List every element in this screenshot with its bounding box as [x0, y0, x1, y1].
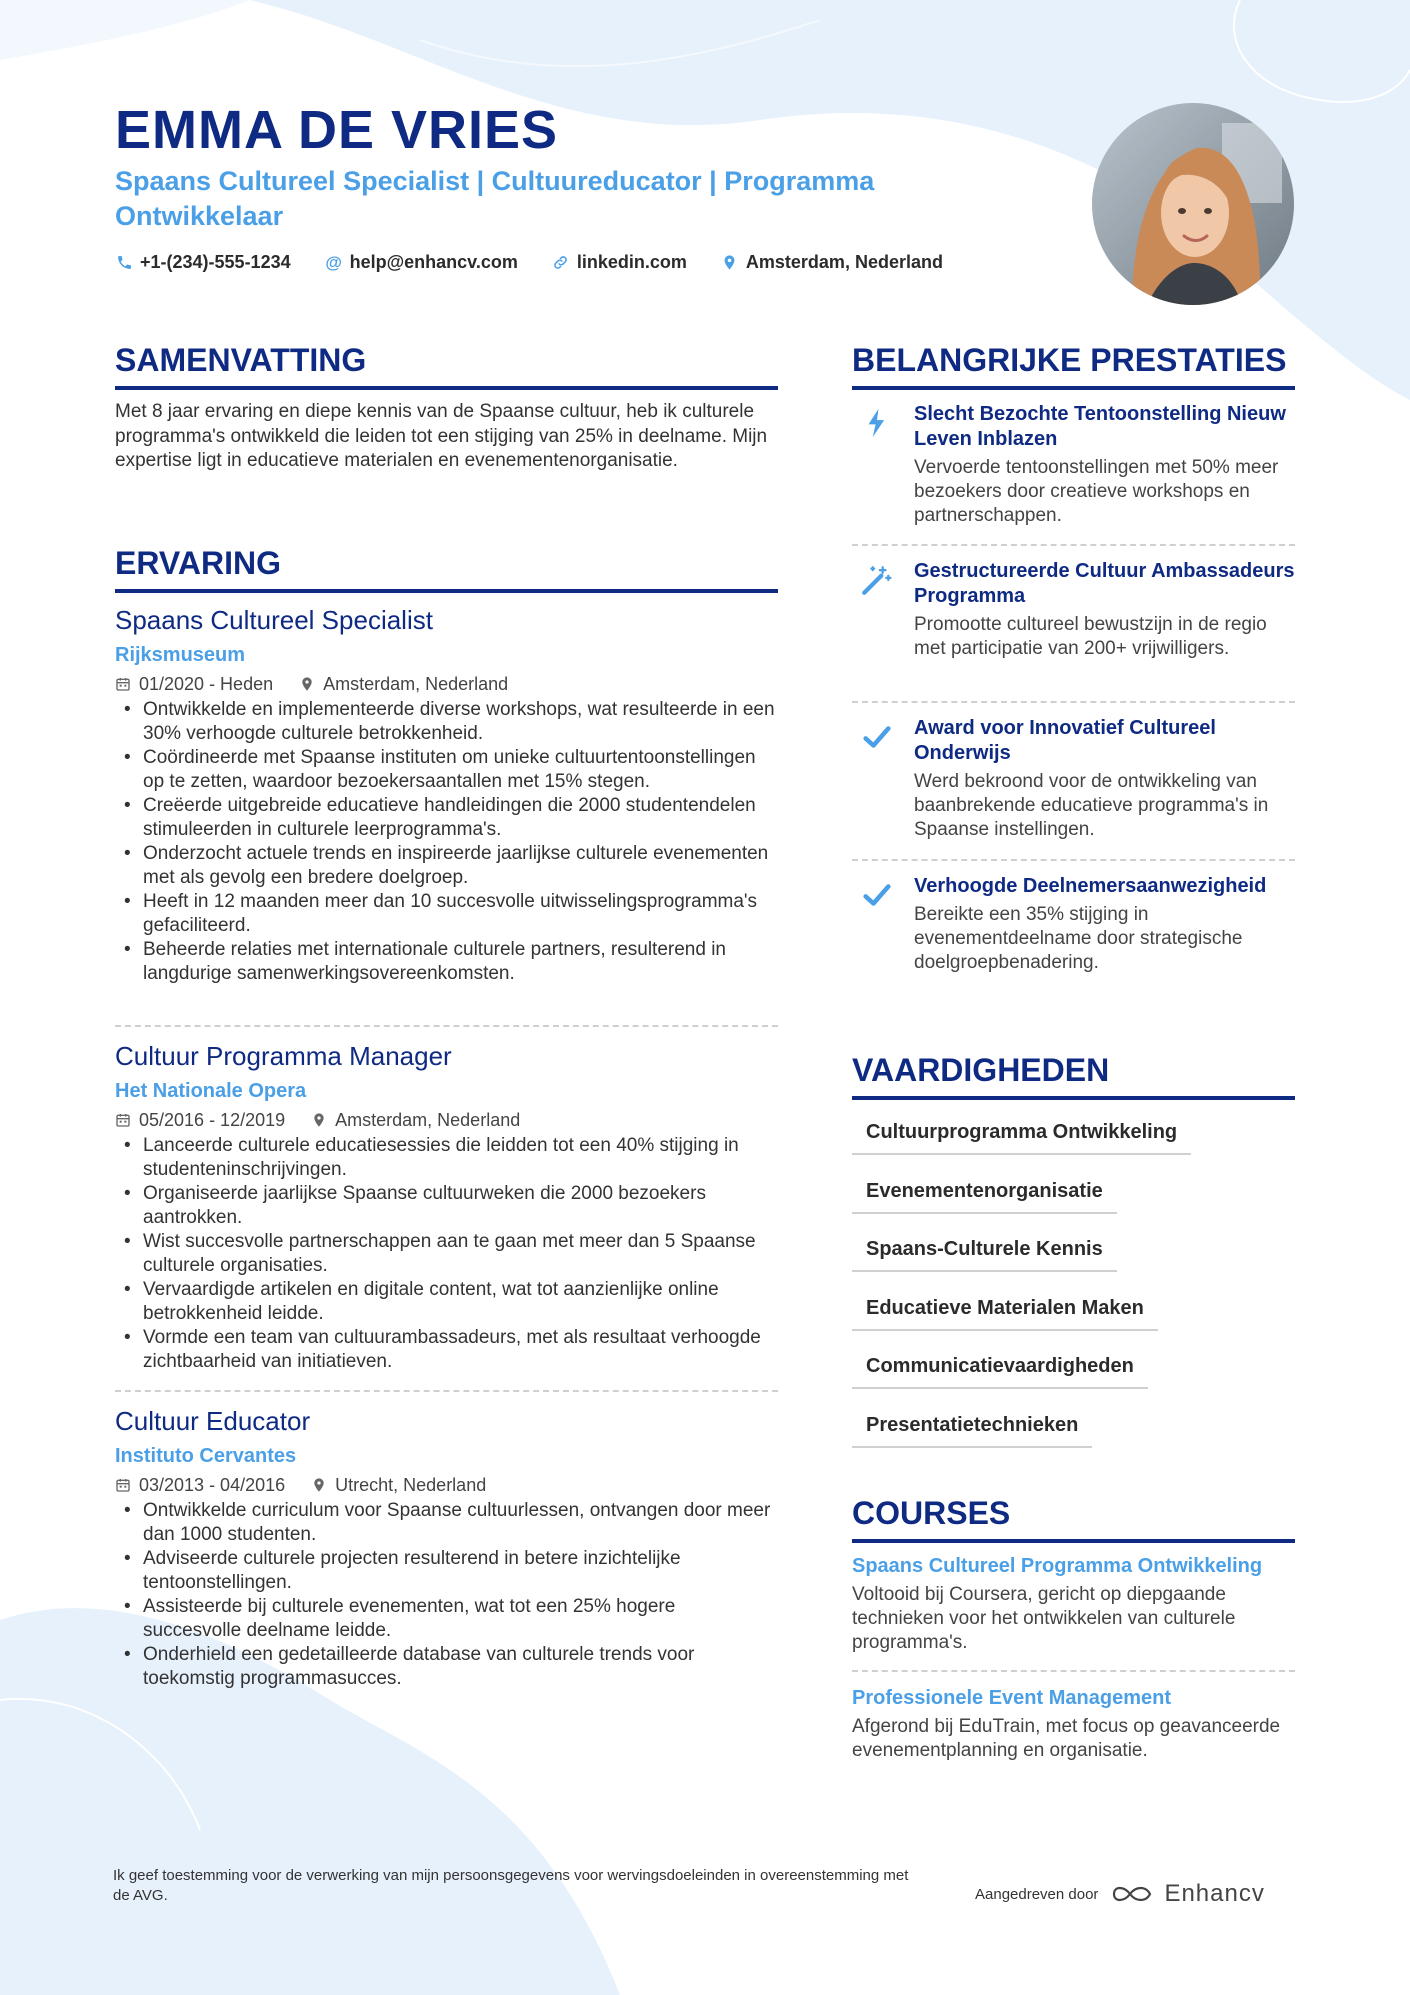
bullet-item: • Adviseerde culturele projecten resulterend in betere inzichtelijke tentoonstellingen. [115, 1547, 775, 1595]
bullet-item: • Ontwikkelde en implementeerde diverse workshops, wat resulteerde in een 30% verhoogde culturele betrokkenheid. [115, 698, 775, 746]
achievement-title: Slecht Bezochte Tentoonstelling Nieuw Leven Inblazen [914, 403, 1286, 450]
job-dates: 03/2013 - 04/2016 [139, 1475, 286, 1495]
contact-location [721, 252, 943, 273]
achievement-item [852, 402, 1295, 528]
job-location: Utrecht, Nederland [335, 1475, 487, 1495]
section-title-skills: VAARDIGHEDEN [852, 1050, 1295, 1100]
achievement-title: Gestructureerde Cultuur Ambassadeurs Programma [914, 560, 1295, 607]
achievement-desc: Bereikte een 35% stijging in evenementdeelname door strategische doelgroepbenadering. [914, 904, 1243, 973]
powered-by[interactable] [975, 1880, 1265, 1908]
job-location: Amsterdam, Nederland [323, 674, 509, 694]
job-dates: 01/2020 - Heden [139, 674, 274, 694]
bullet-item: • Assisteerde bij culturele evenementen, wat tot een 25% hogere succesvolle deelname leidde. [115, 1595, 775, 1643]
location-pin-icon [311, 1477, 327, 1493]
skill-tag: Educatieve Materialen Maken [852, 1295, 1158, 1331]
candidate-headline: Spaans Cultureel Specialist | Cultuureducator | Programma Ontwikkelaar [115, 166, 875, 231]
calendar-icon [115, 1477, 131, 1493]
course-desc: Voltooid bij Coursera, gericht op diepgaande technieken voor het ontwikkelen van culturele programma's. [852, 1584, 1236, 1653]
bullet-item: • Wist succesvolle partnerschappen aan te gaan met meer dan 5 Spaanse culturele organisaties. [115, 1230, 775, 1278]
job-meta [115, 1108, 775, 1132]
skill-tag: Cultuurprogramma Ontwikkeling [852, 1119, 1191, 1155]
course-title: Professionele Event Management [852, 1687, 1171, 1709]
contact-email-text: help@enhancv.com [349, 252, 518, 272]
section-title-summary: SAMENVATTING [115, 340, 778, 390]
company-name: Rijksmuseum [115, 644, 246, 666]
bullet-item: • Coördineerde met Spaanse instituten om unieke cultuurtentoonstellingen op te zetten, waardoor bezoekersaantallen met 15% stegen. [115, 746, 775, 794]
checkmark-icon [860, 878, 894, 912]
achievement-title: Verhoogde Deelnemersaanwezigheid [914, 875, 1267, 897]
job-bullets [115, 1499, 775, 1691]
bullet-item: • Onderhield een gedetailleerde database van culturele trends voor toekomstig programmasucces. [115, 1643, 775, 1691]
magic-wand-icon [860, 563, 894, 597]
course-item [852, 1685, 1295, 1763]
candidate-name: EMMA DE VRIES [115, 100, 559, 160]
job-entry-2 [115, 1040, 775, 1374]
bullet-item: • Vormde een team van cultuurambassadeurs, met als resultaat verhoogde zichtbaarheid van initiatieven. [115, 1326, 775, 1374]
job-title: Spaans Cultureel Specialist [115, 605, 433, 635]
location-pin-icon [721, 254, 739, 272]
achievement-desc: Promootte cultureel bewustzijn in de regio met participatie van 200+ vrijwilligers. [914, 614, 1267, 659]
calendar-icon [115, 676, 131, 692]
location-pin-icon [299, 676, 315, 692]
bullet-item: • Beheerde relaties met internationale culturele partners, resulterend in langdurige samenwerkingsovereenkomsten. [115, 938, 775, 986]
contact-linkedin[interactable] [552, 252, 687, 273]
profile-photo [1092, 103, 1294, 305]
job-title: Cultuur Educator [115, 1406, 311, 1436]
job-bullets [115, 698, 775, 986]
job-bullets [115, 1134, 775, 1374]
job-title: Cultuur Programma Manager [115, 1041, 452, 1071]
divider [852, 1670, 1295, 1672]
bullet-item: • Organiseerde jaarlijkse Spaanse cultuurweken die 2000 bezoekers aantrokken. [115, 1182, 775, 1230]
divider [852, 859, 1295, 861]
achievement-item [852, 716, 1295, 842]
job-meta [115, 1473, 775, 1497]
enhancv-logo-icon [1110, 1881, 1156, 1907]
checkmark-icon [860, 720, 894, 754]
skill-tag: Spaans-Culturele Kennis [852, 1236, 1117, 1272]
bullet-item: • Onderzocht actuele trends en inspireerde jaarlijkse culturele evenementen met als gevolg een bredere doelgroep. [115, 842, 775, 890]
achievement-desc: Vervoerde tentoonstellingen met 50% meer bezoekers door creatieve workshops en partnerschappen. [914, 457, 1279, 526]
job-location: Amsterdam, Nederland [335, 1110, 521, 1130]
powered-by-label: Aangedreven door [975, 1885, 1099, 1903]
phone-icon [115, 254, 133, 272]
achievement-item [852, 559, 1295, 661]
contact-location-text: Amsterdam, Nederland [745, 252, 943, 272]
company-name: Het Nationale Opera [115, 1080, 307, 1102]
bullet-item: • Heeft in 12 maanden meer dan 10 succesvolle uitwisselingsprogramma's gefaciliteerd. [115, 890, 775, 938]
lightning-icon [860, 406, 894, 440]
contact-email[interactable] [325, 252, 518, 273]
contact-bar [115, 252, 977, 273]
section-title-experience: ERVARING [115, 543, 778, 593]
contact-phone-text: +1-(234)-555-1234 [140, 252, 291, 272]
job-dates: 05/2016 - 12/2019 [139, 1110, 286, 1130]
bullet-item: • Creëerde uitgebreide educatieve handleidingen die 2000 studentendelen stimuleerden in culturele leerprogramma's. [115, 794, 775, 842]
divider [852, 544, 1295, 546]
divider [115, 1025, 778, 1027]
achievement-title: Award voor Innovatief Cultureel Onderwijs [914, 717, 1216, 764]
skill-tag: Presentatietechnieken [852, 1412, 1092, 1448]
skill-tag: Communicatievaardigheden [852, 1353, 1148, 1389]
summary-text: Met 8 jaar ervaring en diepe kennis van de Spaanse cultuur, heb ik culturele programma's ontwikkeld die leiden tot een stijging van 25% in deelname. Mijn expertise ligt in educatieve materialen en evenementenorganisatie. [115, 401, 768, 471]
course-title: Spaans Cultureel Programma Ontwikkeling [852, 1555, 1263, 1577]
course-item [852, 1553, 1295, 1655]
divider [115, 1390, 778, 1392]
course-desc: Afgerond bij EduTrain, met focus op geavanceerde evenementplanning en organisatie. [852, 1716, 1281, 1761]
achievement-desc: Werd bekroond voor de ontwikkeling van baanbrekende educatieve programma's in Spaanse instellingen. [914, 771, 1269, 840]
contact-linkedin-text: linkedin.com [576, 252, 687, 272]
link-icon [552, 254, 570, 272]
section-title-achievements: BELANGRIJKE PRESTATIES [852, 340, 1295, 390]
job-entry-3 [115, 1405, 775, 1691]
bullet-item: • Ontwikkelde curriculum voor Spaanse cultuurlessen, ontvangen door meer dan 1000 studenten. [115, 1499, 775, 1547]
calendar-icon [115, 1112, 131, 1128]
company-name: Instituto Cervantes [115, 1445, 297, 1467]
divider [852, 701, 1295, 703]
bullet-item: • Lanceerde culturele educatiesessies die leidden tot een 40% stijging in studenteninschrijvingen. [115, 1134, 775, 1182]
gdpr-consent-text: Ik geef toestemming voor de verwerking van mijn persoonsgegevens voor wervingsdoeleinden in overeenstemming met de AVG. [113, 1867, 909, 1904]
enhancv-brand: Enhancv [1164, 1880, 1265, 1907]
skill-tag: Evenementenorganisatie [852, 1178, 1117, 1214]
section-title-courses: COURSES [852, 1493, 1295, 1543]
contact-phone[interactable] [115, 252, 291, 273]
at-icon: @ [325, 252, 342, 272]
job-meta [115, 672, 775, 696]
job-entry-1 [115, 604, 775, 986]
bullet-item: • Vervaardigde artikelen en digitale content, wat tot aanzienlijke online betrokkenheid leidde. [115, 1278, 775, 1326]
achievement-item [852, 874, 1295, 975]
location-pin-icon [311, 1112, 327, 1128]
